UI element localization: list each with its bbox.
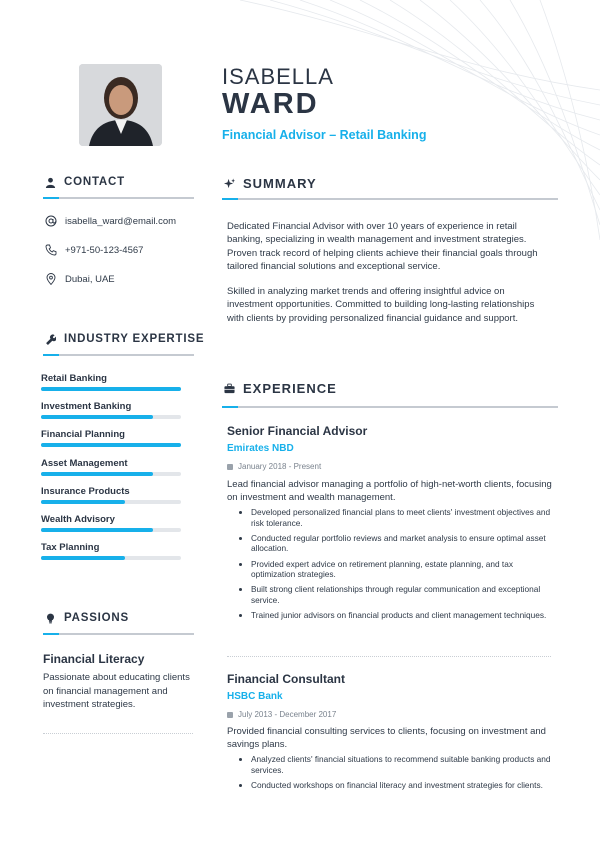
first-name: ISABELLA <box>222 64 334 89</box>
skill-name: Retail Banking <box>41 373 107 384</box>
skill-name: Asset Management <box>41 457 128 469</box>
passion-divider <box>43 733 193 734</box>
skill-item <box>41 542 183 560</box>
job-2-dates <box>227 710 336 719</box>
contact-phone[interactable] <box>45 244 143 256</box>
skill-item <box>41 458 183 476</box>
skill-item <box>41 429 183 447</box>
contact-heading-label: CONTACT <box>64 176 125 188</box>
skill-item <box>41 373 183 391</box>
skill-level-track <box>41 415 181 419</box>
passions-heading-label: PASSIONS <box>64 612 129 624</box>
job-1-bullet: Built strong client relationships through regular communication and exceptional service. <box>237 584 555 605</box>
profile-photo <box>79 64 162 146</box>
skill-item <box>41 401 183 419</box>
skill-item <box>41 486 183 504</box>
skill-level-track <box>41 556 181 560</box>
experience-rule <box>222 406 558 408</box>
phone-text: +971-50-123-4567 <box>65 244 144 256</box>
skill-item <box>41 514 183 532</box>
contact-location <box>45 273 115 285</box>
job-title: Financial Advisor – Retail Banking <box>222 128 427 142</box>
skill-name: Tax Planning <box>41 542 100 554</box>
expertise-heading-label: INDUSTRY EXPERTISE <box>64 333 205 345</box>
calendar-icon <box>227 464 233 470</box>
skill-name: Insurance Products <box>41 485 130 497</box>
skill-level-track <box>41 387 181 391</box>
job-1-company: Emirates NBD <box>227 443 294 454</box>
contact-heading <box>45 176 125 188</box>
expertise-heading <box>45 333 204 345</box>
skill-level-track <box>41 500 181 504</box>
job-1-bullet: Provided expert advice on retirement planning, estate planning, and tax optimization strategies. <box>237 559 555 580</box>
skill-level-fill <box>41 415 153 419</box>
job-1-bullet: Developed personalized financial plans to meet clients' investment objectives and risk tolerance. <box>237 507 555 528</box>
skill-level-fill <box>41 528 153 532</box>
job-2-company: HSBC Bank <box>227 691 283 702</box>
email-text: isabella_ward@email.com <box>65 215 177 227</box>
job-1-description: Lead financial advisor managing a portfolio of high-net-worth clients, focusing on investment and wealth management. <box>227 479 552 503</box>
skill-name: Investment Banking <box>41 401 132 413</box>
summary-heading <box>224 176 317 191</box>
at-sign-icon <box>45 215 57 227</box>
skill-level-track <box>41 528 181 532</box>
location-text: Dubai, UAE <box>65 273 115 285</box>
job-2-bullet: Conducted workshops on financial literacy and investment strategies for clients. <box>237 780 555 791</box>
skill-name: Wealth Advisory <box>41 514 115 525</box>
summary-paragraph-1: Dedicated Financial Advisor with over 10 years of experience in retail banking, specializing in wealth management and investment strategies. Proven track record of helping clients achieve their financial goals through tailored financial solutions and exceptional service. <box>227 221 538 272</box>
contact-email[interactable] <box>45 215 176 227</box>
briefcase-icon <box>224 383 235 394</box>
sparkle-icon <box>224 178 235 189</box>
job-1-bullet: Conducted regular portfolio reviews and market analysis to ensure optimal asset allocation. <box>237 533 555 554</box>
phone-icon <box>45 244 57 256</box>
passions-rule <box>43 633 194 635</box>
skill-level-fill <box>41 387 181 391</box>
job-1-role: Senior Financial Advisor <box>227 424 368 438</box>
summary-paragraph-2: Skilled in analyzing market trends and offering insightful advice on investment opportunities. Committed to building long-lasting relationships with clients by providing personalized financial guidance and support. <box>227 286 535 324</box>
contact-rule <box>43 197 194 199</box>
skill-level-fill <box>41 500 125 504</box>
lightbulb-icon <box>45 613 56 624</box>
job-1-dates-text: January 2018 - Present <box>238 462 322 471</box>
job-2-bullet: Analyzed clients' financial situations to recommend suitable banking products and services. <box>237 754 555 775</box>
experience-heading <box>224 381 337 396</box>
skill-name: Financial Planning <box>41 429 125 441</box>
calendar-icon <box>227 712 233 718</box>
job-2-bullets <box>237 754 555 795</box>
job-1-dates <box>227 462 321 471</box>
job-1-bullets <box>237 507 555 625</box>
person-icon <box>45 177 56 188</box>
job-2-role: Financial Consultant <box>227 672 346 686</box>
experience-heading-label: EXPERIENCE <box>243 381 337 396</box>
passion-title: Financial Literacy <box>43 652 145 666</box>
skill-level-fill <box>41 443 181 447</box>
location-pin-icon <box>45 273 57 285</box>
summary-rule <box>222 198 558 200</box>
skill-level-track <box>41 443 181 447</box>
passions-heading <box>45 612 129 624</box>
job-2-dates-text: July 2013 - December 2017 <box>238 710 337 719</box>
passion-description: Passionate about educating clients on financial management and investment strategies. <box>43 672 190 710</box>
expertise-rule <box>43 354 194 356</box>
job-divider <box>227 656 551 657</box>
skill-level-fill <box>41 472 153 476</box>
last-name: WARD <box>222 88 319 120</box>
wrench-icon <box>45 334 56 345</box>
summary-heading-label: SUMMARY <box>243 176 317 191</box>
job-2-description: Provided financial consulting services to clients, focusing on investment and savings plans. <box>227 726 546 750</box>
skill-level-fill <box>41 556 125 560</box>
job-1-bullet: Trained junior advisors on financial products and client management techniques. <box>237 610 555 621</box>
skill-level-track <box>41 472 181 476</box>
